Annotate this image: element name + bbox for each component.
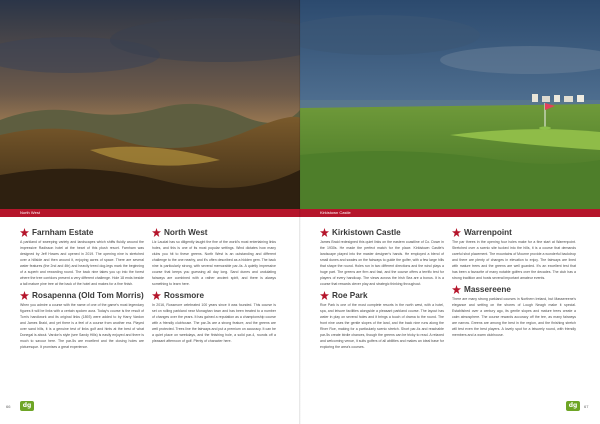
entry-heading	[320, 291, 444, 300]
north-west-photo-graphic	[0, 0, 300, 209]
page-number: 67	[584, 404, 589, 409]
photo-kirkistown-castle	[300, 0, 600, 209]
entry-body: There are many strong parkland courses in Northern Ireland, but Massereene's elegance and setting on the shores of Lough Neagh make it special. Established over a century ago, its gentle slopes and mature trees create a calm atmosphere. The course rewards accuracy off the tee, as many fairways are narrow. Greens are among the best in the region, and the finishing stretch will test even the best players. A lovely spot for a leisurely round, with friendly members and a warm clubhouse.	[452, 297, 576, 337]
entry-roe-park	[320, 291, 444, 350]
entry-heading	[452, 285, 576, 294]
right-page	[300, 0, 600, 424]
entry-kirkistown-castle	[320, 228, 444, 287]
entry-body: Liz Laudat has so diligently taught the fine of the world's most entertaining links holes, and this is one of its most popular settings. Wind dictates how many clubs you hit to these greens. North West is an outstanding and different challenge to the one nearby, and it's often described as a hidden gem. The back nine is particularly strong, with several memorable par-4s. A quietly impressive course that keeps you guessing all day long. Sand dunes and undulating fairways are combined with a rather ancient spirit, and there is always something to learn here.	[152, 240, 276, 286]
entry-farnham-estate	[20, 228, 144, 287]
star-bullet-icon	[320, 228, 329, 237]
photo-caption: Kirkistown Castle	[300, 209, 600, 217]
entry-title: Kirkistown Castle	[332, 228, 401, 237]
photo-caption: North West	[0, 209, 300, 217]
left-column-2	[152, 228, 276, 348]
entry-north-west	[152, 228, 276, 287]
entry-rosapenna	[20, 291, 144, 350]
entry-body: A parkland of sweeping variety and landscapes which shifts fluidly around the impressive Radisson hotel at the heart of this plush resort. Farnham was designed by Jeff Howes and opened in 2019. The opening nine is stretched over a hillside and then around it, enjoying acres of space. There are several water features (the 2nd and 4th) and heavily treed dog-legs mark the beginning of a superb and rewarding round. The back nine takes you up into the forest where the tree corridors present a very different challenge. Hole 18 ends beside a tall mature pine tree at the back of the hotel and makes for a fine finish.	[20, 240, 144, 286]
photo-north-west	[0, 0, 300, 209]
entry-title: Warrenpoint	[464, 228, 512, 237]
entry-title: Rosapenna (Old Tom Morris)	[32, 291, 144, 300]
right-column-1	[320, 228, 444, 354]
entry-body: When you admire a course with the name of one of the game's most legendary figures it will be links with a certain spoken aura. Today's course is the result of Tom's handiwork and its original links (1893) were added to by Harry Vardon and James Braid, and yet there is a feel of a course from another era. Played over sand hills, it is a genuine test of links golf and hints at the best of what Donegal is about. Vardon's style (see Sandy Hills) is easily enjoyed and there is much to savour here. The par-5s are excellent and the closing holes are picturesque. It promises a great experience.	[20, 303, 144, 349]
entry-title: North West	[164, 228, 208, 237]
entry-title: Roe Park	[332, 291, 368, 300]
star-bullet-icon	[320, 291, 329, 300]
entry-heading	[320, 228, 444, 237]
star-bullet-icon	[152, 291, 161, 300]
left-column-1	[20, 228, 144, 354]
entry-title: Massereene	[464, 285, 511, 294]
entry-body: Roe Park is one of the most complete resorts in the north west, with a hotel, spa, and leisure facilities alongside a pleasant parkland course. The layout has water in play on several holes and it brings a touch of drama to the round. The front nine uses the gentle slopes of the land, and the back nine runs along the River Roe, making for a particularly scenic stretch. Short par-4s and reachable par-5s create birdie chances, though the greens can be tricky to read. A relaxed and welcoming venue, it suits golfers of all abilities and makes an ideal base for exploring the area's courses.	[320, 303, 444, 349]
entry-body: James Braid redesigned this quiet links on the eastern coastline of Co. Down in the 1930s. He made the perfect match for the place. Kirkistown Castle's landscape played into the master designer's hands. He employed a blend of small dunes and swales on the fairways to guide the golfer, with a few large hills that shape the round. Holes run in two different directions and the wind plays a huge part. The greens are firm and fast, and the course offers a terrific test for players of every handicap. The views across the Irish Sea are a bonus. It is a course that rewards clever play and strategic thinking throughout.	[320, 240, 444, 286]
star-bullet-icon	[20, 291, 29, 300]
entry-heading	[452, 228, 576, 237]
entry-heading	[20, 228, 144, 237]
entry-body: The par threes in the opening four holes make for a fine start at Warrenpoint. Stretched over a scenic site tucked into the hills, it is a course that demands careful shot placement. The mountains of Mourne provide a wonderful backdrop and there are plenty of changes in elevation to enjoy. The fairways are lined with mature trees and the greens are well guarded. It's an excellent test that has been a favourite of many notable golfers over the decades. The club has a strong tradition and hosts several important amateur events.	[452, 240, 576, 280]
entry-rossmore	[152, 291, 276, 344]
entry-title: Rossmore	[164, 291, 205, 300]
dg-logo: dg	[566, 401, 580, 411]
star-bullet-icon	[152, 228, 161, 237]
star-bullet-icon	[20, 228, 29, 237]
page-fold	[299, 0, 301, 424]
page-number: 66	[6, 404, 11, 409]
entry-warrenpoint	[452, 228, 576, 281]
entry-heading	[20, 291, 144, 300]
entry-title: Farnham Estate	[32, 228, 94, 237]
star-bullet-icon	[452, 228, 461, 237]
dg-logo: dg	[20, 401, 34, 411]
kirkistown-photo-graphic	[300, 0, 600, 209]
right-column-2	[452, 228, 576, 342]
entry-heading	[152, 228, 276, 237]
entry-body: In 2016, Rossmore celebrated 100 years since it was founded. This course is set on rolling parkland near Monaghan town and has been treated to a number of changes over the years. It has gained a reputation as a championship course with a friendly clubhouse. The par-3s are a strong feature, and the greens are well protected. Trees line the fairways and put a premium on accuracy. It can be a quiet place on weekdays, and the finishing hole, a solid par-4, rounds off a pleasant afternoon of golf. Plenty of character here.	[152, 303, 276, 343]
entry-heading	[152, 291, 276, 300]
star-bullet-icon	[452, 285, 461, 294]
entry-massereene	[452, 285, 576, 338]
